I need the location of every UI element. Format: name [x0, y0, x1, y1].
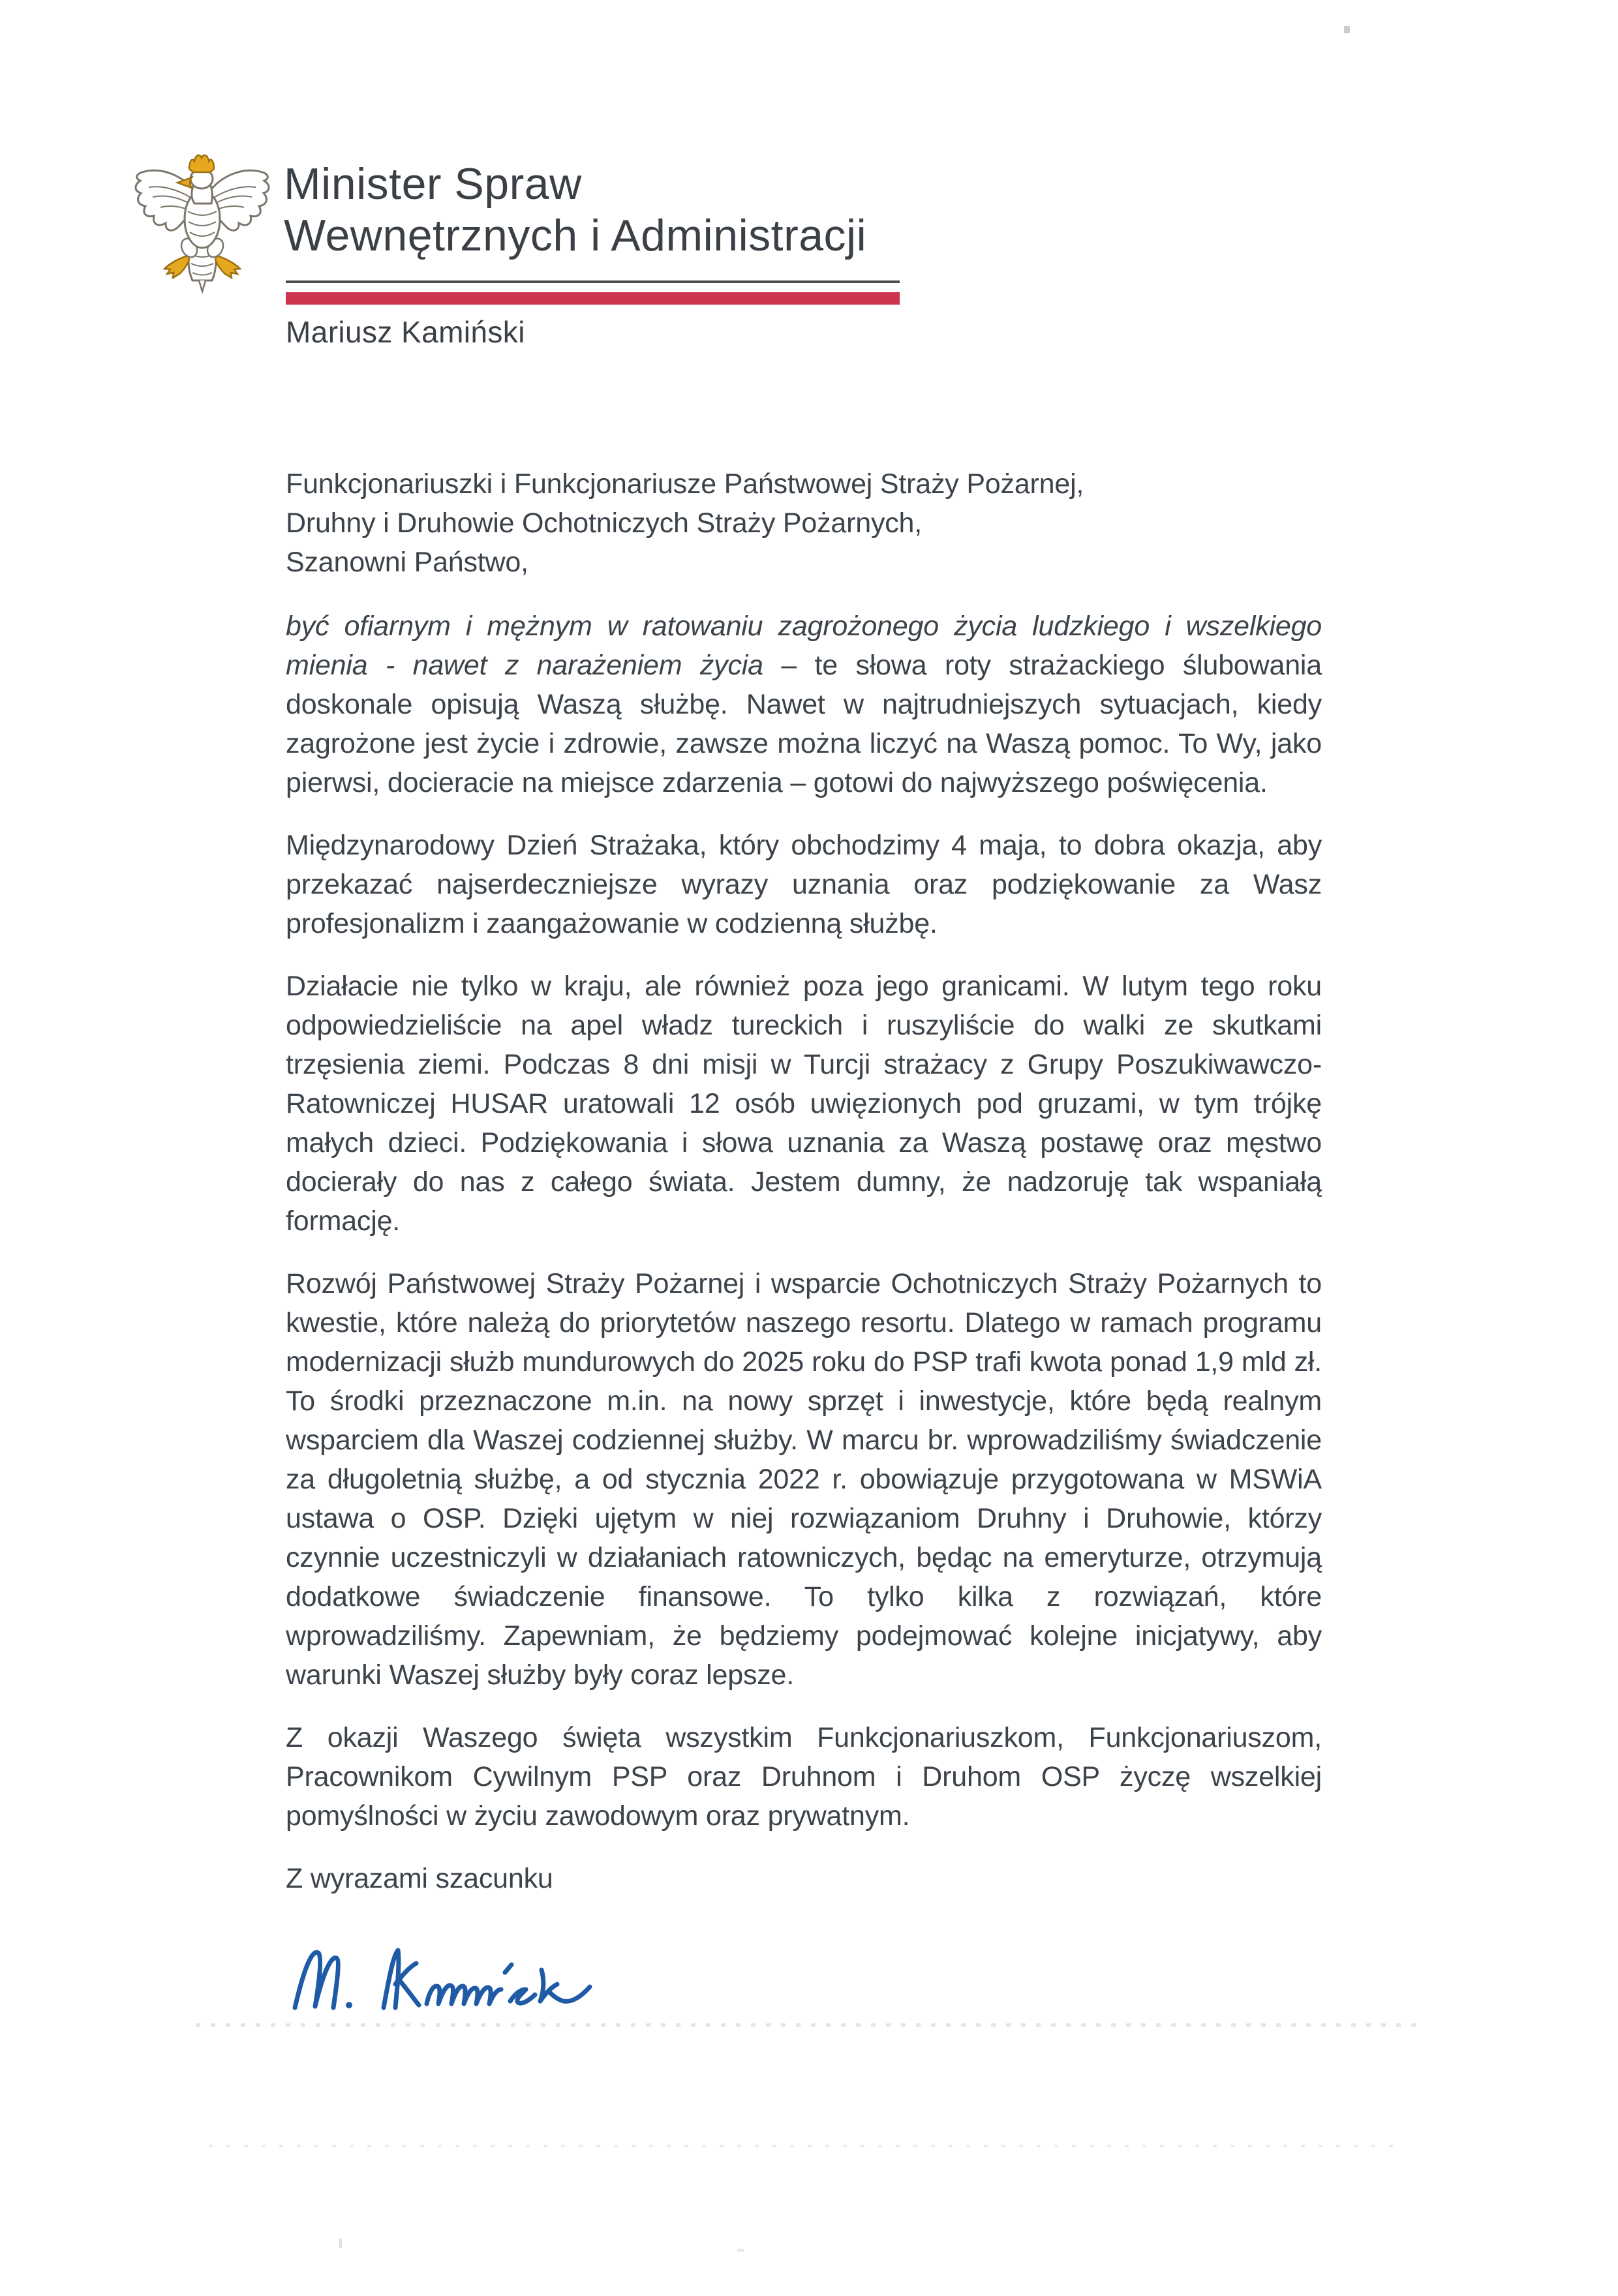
- salutation-line: Szanowni Państwo,: [286, 547, 528, 578]
- header-rule-red: [286, 292, 900, 305]
- paragraph-text: Rozwój Państwowej Straży Pożarnej i wsparcie Ochotniczych Straży Pożarnych to kwestie, które należą do priorytetów naszego resortu. Dlatego w ramach programu modernizacji służb mundurowych do 2025 roku do PSP trafi kwota ponad 1,9 mld zł. To środki przeznaczone m.in. na nowy sprzęt i inwestycje, które będą realnym wsparciem dla Waszej codziennej służby. W marcu br. wprowadziliśmy świadczenie za długoletnią służbę, a od stycznia 2022 r. obowiązuje przygotowana w MSWiA ustawa o OSP. Dzięki ujętym w niej rozwiązaniom Druhny i Druhowie, którzy czynnie uczestniczyli w działaniach ratowniczych, będąc na emeryturze, otrzymują dodatkowe świadczenie finansowe. To tylko kilka z rozwiązań, które wprowadziliśmy. Zapewniam, że będziemy podejmować kolejne inicjatywy, aby warunki Waszej służby były coraz lepsze.: [286, 1268, 1322, 1691]
- salutation-line: Druhny i Druhowie Ochotniczych Straży Pożarnych,: [286, 507, 923, 539]
- paragraph-turkey-mission: [286, 967, 1322, 1241]
- salutation: [286, 464, 1322, 582]
- oath-quote-italic: być ofiarnym i mężnym w ratowaniu zagrożonego życia ludzkiego i wszelkiego mienia - nawet z narażeniem życia: [286, 611, 1322, 681]
- letter-body: [286, 464, 1322, 2029]
- scan-artifact-mark: [1344, 26, 1350, 33]
- paragraph-oath: [286, 607, 1322, 802]
- paragraph-firefighters-day: [286, 826, 1322, 943]
- closing-formula: Z wyrazami szacunku: [286, 1863, 553, 1894]
- polish-eagle-emblem-icon: [132, 151, 273, 299]
- paragraph-wishes: [286, 1718, 1322, 1835]
- header-rules: [286, 280, 900, 305]
- paragraph-text: Z okazji Waszego święta wszystkim Funkcjonariuszkom, Funkcjonariuszom, Pracownikom Cywilnym PSP oraz Druhnom i Druhom OSP życzę wszelkiej pomyślności w życiu zawodowym oraz prywatnym.: [286, 1722, 1322, 1832]
- minister-name: Mariusz Kamiński: [286, 315, 525, 349]
- header-rule-gray: [286, 280, 900, 283]
- paragraph-text: Działacie nie tylko w kraju, ale również poza jego granicami. W lutym tego roku odpowiedzieliście na apel władz tureckich i ruszyliście do walki ze skutkami trzęsienia ziemi. Podczas 8 dni misji w Turcji strażacy z Grupy Poszukiwawczo-Ratowniczej HUSAR uratowali 12 osób uwięzionych pod gruzami, w tym trójkę małych dzieci. Podziękowania i słowa uznania za Waszą postawę oraz męstwo docierały do nas z całego świata. Jestem dumny, że nadzoruję tak wspaniałą formację.: [286, 971, 1322, 1237]
- handwritten-signature: [286, 1931, 651, 2029]
- paragraph-text: – te słowa roty strażackiego ślubowania doskonale opisują Waszą służbę. Nawet w najtrudniejszych sytuacjach, kiedy zagrożone jest życie i zdrowie, zawsze można liczyć na Waszą pomoc. To Wy, jako pierwsi, docieracie na miejsce zdarzenia – gotowi do najwyższego poświęcenia.: [286, 650, 1322, 798]
- ministry-title-line1: Minister Spraw: [284, 159, 582, 209]
- ministry-title-line2: Wewnętrznych i Administracji: [284, 211, 867, 260]
- scan-noise-band: [209, 2145, 1403, 2147]
- ministry-title: [284, 159, 866, 262]
- salutation-line: Funkcjonariuszki i Funkcjonariusze Państwowej Straży Pożarnej,: [286, 468, 1084, 500]
- scan-speck: [339, 2239, 342, 2248]
- paragraph-modernization: [286, 1264, 1322, 1695]
- paragraph-text: Międzynarodowy Dzień Strażaka, który obchodzimy 4 maja, to dobra okazja, aby przekazać najserdeczniejsze wyrazy uznania oraz podziękowanie za Wasz profesjonalizm i zaangażowanie w codzienną służbę.: [286, 830, 1322, 939]
- scan-speck: [737, 2249, 744, 2252]
